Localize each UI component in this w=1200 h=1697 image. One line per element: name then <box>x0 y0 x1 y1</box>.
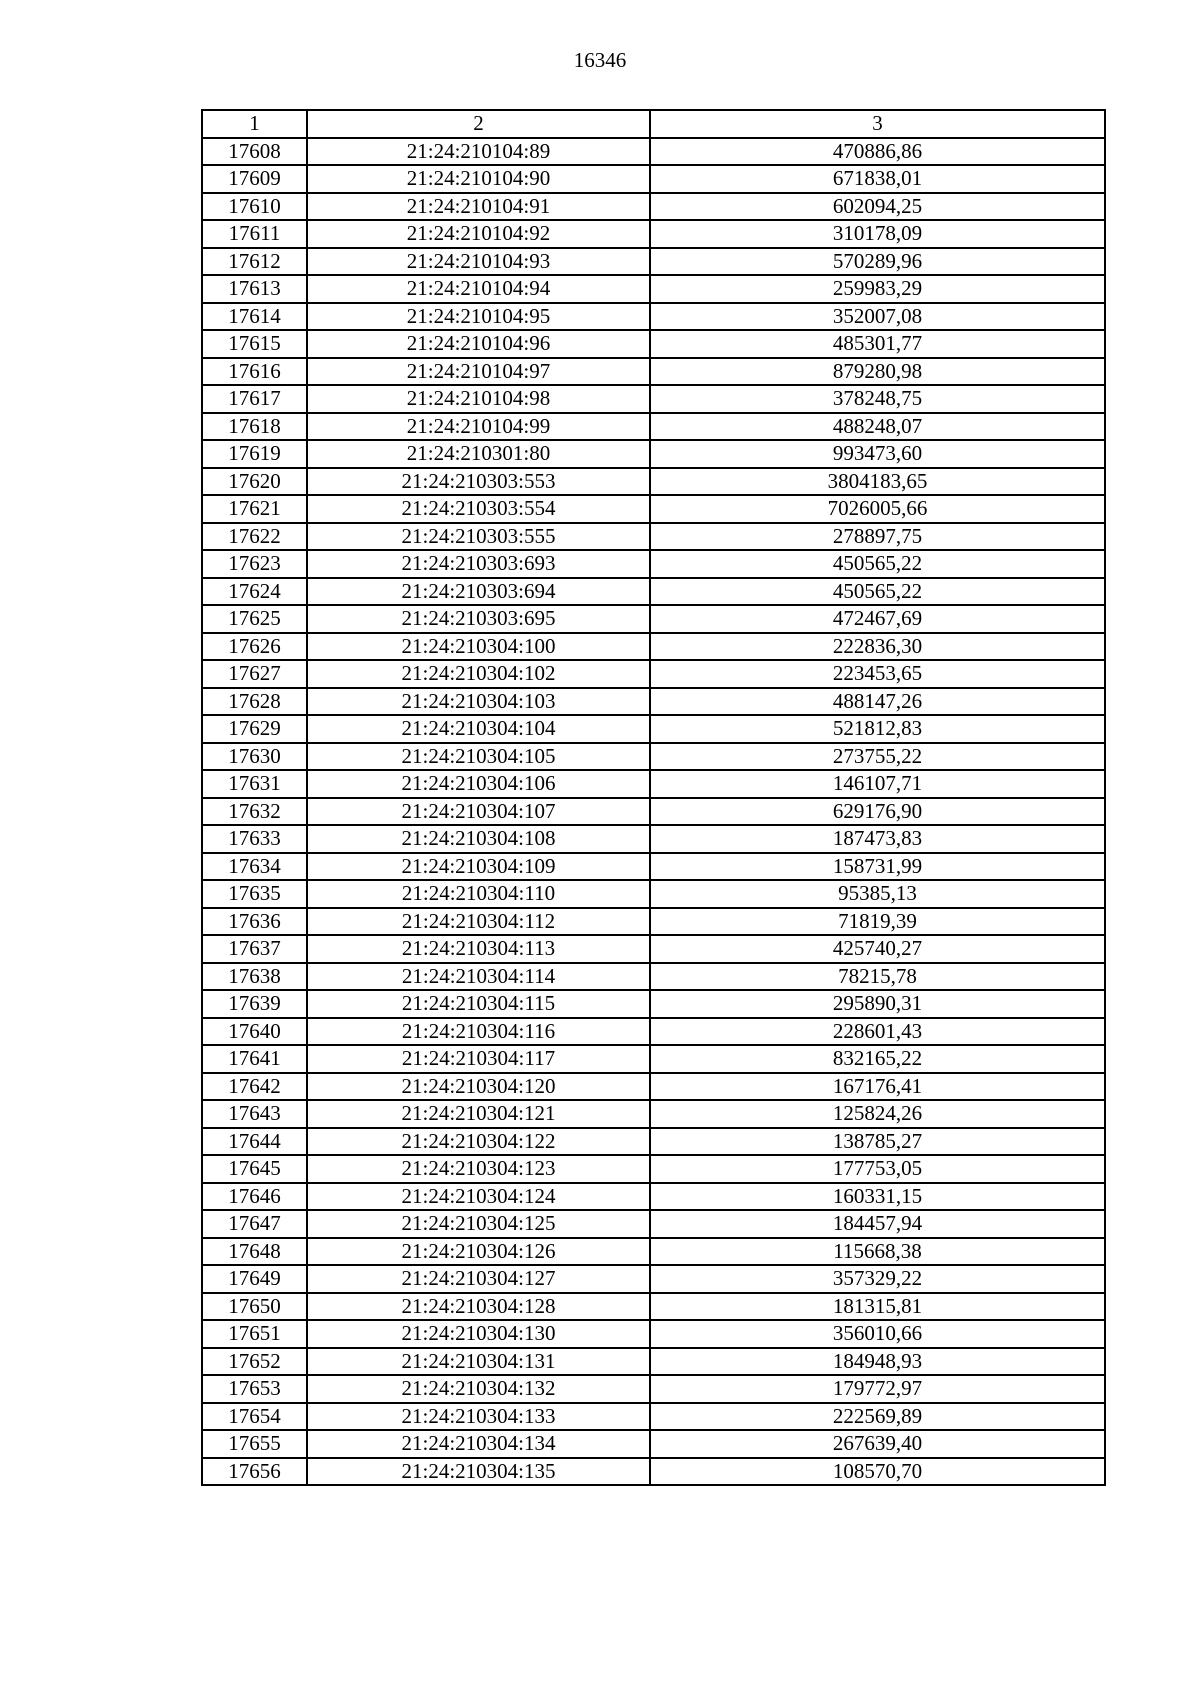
row-number-cell: 17620 <box>202 468 307 496</box>
value-cell: 570289,96 <box>650 248 1105 276</box>
table-row <box>202 1430 1105 1458</box>
table-row <box>202 1320 1105 1348</box>
table-row <box>202 1018 1105 1046</box>
cadastral-number-cell: 21:24:210304:109 <box>307 853 650 881</box>
value-cell: 278897,75 <box>650 523 1105 551</box>
cadastral-number-cell: 21:24:210304:123 <box>307 1155 650 1183</box>
row-number-cell: 17647 <box>202 1210 307 1238</box>
row-number-cell: 17618 <box>202 413 307 441</box>
table-row <box>202 688 1105 716</box>
table-row <box>202 248 1105 276</box>
cadastral-number-cell: 21:24:210304:108 <box>307 825 650 853</box>
row-number-cell: 17627 <box>202 660 307 688</box>
table-row <box>202 1100 1105 1128</box>
table-row <box>202 1210 1105 1238</box>
row-number-cell: 17653 <box>202 1375 307 1403</box>
cadastral-number-cell: 21:24:210304:105 <box>307 743 650 771</box>
row-number-cell: 17632 <box>202 798 307 826</box>
value-cell: 488147,26 <box>650 688 1105 716</box>
cadastral-number-cell: 21:24:210303:553 <box>307 468 650 496</box>
table-row <box>202 1128 1105 1156</box>
table-row <box>202 138 1105 166</box>
cadastral-number-cell: 21:24:210304:134 <box>307 1430 650 1458</box>
cadastral-number-cell: 21:24:210304:103 <box>307 688 650 716</box>
table-row <box>202 468 1105 496</box>
table-row <box>202 220 1105 248</box>
table-row <box>202 1045 1105 1073</box>
value-cell: 378248,75 <box>650 385 1105 413</box>
row-number-cell: 17640 <box>202 1018 307 1046</box>
cadastral-number-cell: 21:24:210104:91 <box>307 193 650 221</box>
cadastral-number-cell: 21:24:210104:97 <box>307 358 650 386</box>
value-cell: 146107,71 <box>650 770 1105 798</box>
cadastral-number-cell: 21:24:210104:95 <box>307 303 650 331</box>
value-cell: 629176,90 <box>650 798 1105 826</box>
row-number-cell: 17612 <box>202 248 307 276</box>
row-number-cell: 17644 <box>202 1128 307 1156</box>
cadastral-number-cell: 21:24:210104:93 <box>307 248 650 276</box>
cadastral-number-cell: 21:24:210304:128 <box>307 1293 650 1321</box>
cadastral-number-cell: 21:24:210104:90 <box>307 165 650 193</box>
row-number-cell: 17609 <box>202 165 307 193</box>
cadastral-number-cell: 21:24:210304:113 <box>307 935 650 963</box>
value-cell: 352007,08 <box>650 303 1105 331</box>
row-number-cell: 17649 <box>202 1265 307 1293</box>
cadastral-number-cell: 21:24:210304:126 <box>307 1238 650 1266</box>
table-row <box>202 770 1105 798</box>
table-row <box>202 1403 1105 1431</box>
row-number-cell: 17615 <box>202 330 307 358</box>
cadastral-number-cell: 21:24:210304:133 <box>307 1403 650 1431</box>
table-row <box>202 853 1105 881</box>
row-number-cell: 17611 <box>202 220 307 248</box>
cadastral-number-cell: 21:24:210304:100 <box>307 633 650 661</box>
row-number-cell: 17626 <box>202 633 307 661</box>
cadastral-number-cell: 21:24:210104:92 <box>307 220 650 248</box>
cadastral-number-cell: 21:24:210304:121 <box>307 1100 650 1128</box>
value-cell: 108570,70 <box>650 1458 1105 1486</box>
table-row <box>202 935 1105 963</box>
header-row <box>202 110 1105 138</box>
value-cell: 138785,27 <box>650 1128 1105 1156</box>
row-number-cell: 17643 <box>202 1100 307 1128</box>
row-number-cell: 17635 <box>202 880 307 908</box>
value-cell: 259983,29 <box>650 275 1105 303</box>
row-number-cell: 17614 <box>202 303 307 331</box>
table-row <box>202 908 1105 936</box>
table-row <box>202 275 1105 303</box>
table-row <box>202 1375 1105 1403</box>
table-row <box>202 303 1105 331</box>
table-row <box>202 1073 1105 1101</box>
row-number-cell: 17650 <box>202 1293 307 1321</box>
table-row <box>202 1183 1105 1211</box>
row-number-cell: 17639 <box>202 990 307 1018</box>
cadastral-number-cell: 21:24:210304:120 <box>307 1073 650 1101</box>
row-number-cell: 17656 <box>202 1458 307 1486</box>
value-cell: 228601,43 <box>650 1018 1105 1046</box>
table-body <box>202 138 1105 1486</box>
row-number-cell: 17636 <box>202 908 307 936</box>
cadastral-number-cell: 21:24:210304:135 <box>307 1458 650 1486</box>
table-row <box>202 1238 1105 1266</box>
row-number-cell: 17621 <box>202 495 307 523</box>
cadastral-number-cell: 21:24:210304:107 <box>307 798 650 826</box>
cadastral-number-cell: 21:24:210304:116 <box>307 1018 650 1046</box>
row-number-cell: 17637 <box>202 935 307 963</box>
table-row <box>202 1293 1105 1321</box>
value-cell: 181315,81 <box>650 1293 1105 1321</box>
row-number-cell: 17631 <box>202 770 307 798</box>
cadastral-number-cell: 21:24:210304:124 <box>307 1183 650 1211</box>
value-cell: 125824,26 <box>650 1100 1105 1128</box>
row-number-cell: 17645 <box>202 1155 307 1183</box>
row-number-cell: 17610 <box>202 193 307 221</box>
row-number-cell: 17616 <box>202 358 307 386</box>
table-row <box>202 578 1105 606</box>
column-header-2: 2 <box>307 110 650 138</box>
value-cell: 450565,22 <box>650 578 1105 606</box>
row-number-cell: 17628 <box>202 688 307 716</box>
value-cell: 310178,09 <box>650 220 1105 248</box>
column-header-3: 3 <box>650 110 1105 138</box>
row-number-cell: 17608 <box>202 138 307 166</box>
cadastral-number-cell: 21:24:210304:125 <box>307 1210 650 1238</box>
cadastral-number-cell: 21:24:210304:122 <box>307 1128 650 1156</box>
cadastral-number-cell: 21:24:210304:130 <box>307 1320 650 1348</box>
value-cell: 167176,41 <box>650 1073 1105 1101</box>
value-cell: 71819,39 <box>650 908 1105 936</box>
cadastral-number-cell: 21:24:210304:117 <box>307 1045 650 1073</box>
cadastral-number-cell: 21:24:210304:110 <box>307 880 650 908</box>
value-cell: 222836,30 <box>650 633 1105 661</box>
value-cell: 177753,05 <box>650 1155 1105 1183</box>
row-number-cell: 17623 <box>202 550 307 578</box>
table-row <box>202 330 1105 358</box>
table-row <box>202 633 1105 661</box>
row-number-cell: 17624 <box>202 578 307 606</box>
table-row <box>202 1265 1105 1293</box>
value-cell: 158731,99 <box>650 853 1105 881</box>
cadastral-number-cell: 21:24:210303:693 <box>307 550 650 578</box>
cadastral-number-cell: 21:24:210303:695 <box>307 605 650 633</box>
table-row <box>202 743 1105 771</box>
table-row <box>202 193 1105 221</box>
table-row <box>202 605 1105 633</box>
value-cell: 993473,60 <box>650 440 1105 468</box>
row-number-cell: 17617 <box>202 385 307 413</box>
value-cell: 267639,40 <box>650 1430 1105 1458</box>
cadastral-number-cell: 21:24:210303:554 <box>307 495 650 523</box>
table-row <box>202 1458 1105 1486</box>
value-cell: 488248,07 <box>650 413 1105 441</box>
cadastral-number-cell: 21:24:210104:94 <box>307 275 650 303</box>
value-cell: 273755,22 <box>650 743 1105 771</box>
value-cell: 425740,27 <box>650 935 1105 963</box>
table-row <box>202 660 1105 688</box>
table-row <box>202 495 1105 523</box>
row-number-cell: 17654 <box>202 1403 307 1431</box>
value-cell: 179772,97 <box>650 1375 1105 1403</box>
row-number-cell: 17651 <box>202 1320 307 1348</box>
value-cell: 95385,13 <box>650 880 1105 908</box>
value-cell: 521812,83 <box>650 715 1105 743</box>
row-number-cell: 17630 <box>202 743 307 771</box>
cadastral-number-cell: 21:24:210304:102 <box>307 660 650 688</box>
cadastral-number-cell: 21:24:210304:115 <box>307 990 650 1018</box>
cadastral-number-cell: 21:24:210304:131 <box>307 1348 650 1376</box>
table-row <box>202 523 1105 551</box>
value-cell: 78215,78 <box>650 963 1105 991</box>
value-cell: 472467,69 <box>650 605 1105 633</box>
cadastral-number-cell: 21:24:210304:106 <box>307 770 650 798</box>
table-row <box>202 798 1105 826</box>
row-number-cell: 17642 <box>202 1073 307 1101</box>
value-cell: 7026005,66 <box>650 495 1105 523</box>
value-cell: 470886,86 <box>650 138 1105 166</box>
cadastral-number-cell: 21:24:210303:694 <box>307 578 650 606</box>
row-number-cell: 17641 <box>202 1045 307 1073</box>
cadastral-number-cell: 21:24:210104:98 <box>307 385 650 413</box>
page-number: 16346 <box>573 48 627 72</box>
value-cell: 295890,31 <box>650 990 1105 1018</box>
value-cell: 223453,65 <box>650 660 1105 688</box>
cadastral-number-cell: 21:24:210303:555 <box>307 523 650 551</box>
table-row <box>202 880 1105 908</box>
value-cell: 879280,98 <box>650 358 1105 386</box>
cadastral-number-cell: 21:24:210104:99 <box>307 413 650 441</box>
table-row <box>202 715 1105 743</box>
value-cell: 450565,22 <box>650 550 1105 578</box>
cadastral-number-cell: 21:24:210104:96 <box>307 330 650 358</box>
value-cell: 3804183,65 <box>650 468 1105 496</box>
table-row <box>202 413 1105 441</box>
column-header-1: 1 <box>202 110 307 138</box>
cadastral-number-cell: 21:24:210301:80 <box>307 440 650 468</box>
value-cell: 222569,89 <box>650 1403 1105 1431</box>
value-cell: 187473,83 <box>650 825 1105 853</box>
value-cell: 356010,66 <box>650 1320 1105 1348</box>
row-number-cell: 17655 <box>202 1430 307 1458</box>
table-row <box>202 385 1105 413</box>
value-cell: 184948,93 <box>650 1348 1105 1376</box>
row-number-cell: 17646 <box>202 1183 307 1211</box>
table-header <box>202 110 1105 138</box>
value-cell: 115668,38 <box>650 1238 1105 1266</box>
row-number-cell: 17622 <box>202 523 307 551</box>
table-row <box>202 358 1105 386</box>
table-row <box>202 990 1105 1018</box>
row-number-cell: 17652 <box>202 1348 307 1376</box>
row-number-cell: 17613 <box>202 275 307 303</box>
value-cell: 184457,94 <box>650 1210 1105 1238</box>
row-number-cell: 17648 <box>202 1238 307 1266</box>
row-number-cell: 17634 <box>202 853 307 881</box>
table-row <box>202 165 1105 193</box>
cadastral-number-cell: 21:24:210304:112 <box>307 908 650 936</box>
value-cell: 671838,01 <box>650 165 1105 193</box>
table-row <box>202 825 1105 853</box>
table-row <box>202 550 1105 578</box>
cadastral-number-cell: 21:24:210304:132 <box>307 1375 650 1403</box>
table-row <box>202 963 1105 991</box>
cadastral-number-cell: 21:24:210104:89 <box>307 138 650 166</box>
value-cell: 357329,22 <box>650 1265 1105 1293</box>
value-cell: 832165,22 <box>650 1045 1105 1073</box>
value-cell: 602094,25 <box>650 193 1105 221</box>
row-number-cell: 17625 <box>202 605 307 633</box>
row-number-cell: 17633 <box>202 825 307 853</box>
cadastral-number-cell: 21:24:210304:127 <box>307 1265 650 1293</box>
value-cell: 160331,15 <box>650 1183 1105 1211</box>
row-number-cell: 17629 <box>202 715 307 743</box>
table-row <box>202 440 1105 468</box>
table-row <box>202 1155 1105 1183</box>
row-number-cell: 17619 <box>202 440 307 468</box>
data-table <box>201 109 1106 1486</box>
table-row <box>202 1348 1105 1376</box>
cadastral-number-cell: 21:24:210304:104 <box>307 715 650 743</box>
row-number-cell: 17638 <box>202 963 307 991</box>
value-cell: 485301,77 <box>650 330 1105 358</box>
cadastral-number-cell: 21:24:210304:114 <box>307 963 650 991</box>
